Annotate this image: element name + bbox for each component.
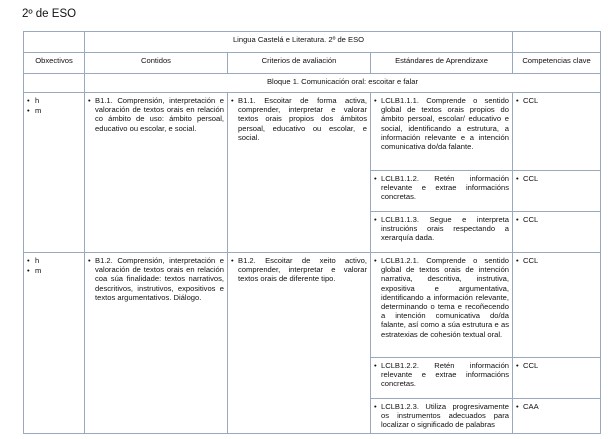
competence-cell: • CCL [513,212,601,253]
content-cell: • B1.1. Comprensión, interpretación e valoración de textos orais en relación co ámbito de uso: ámbito persoal, educativo ou escolar, e social. [85,93,228,253]
standard-text: LCLB1.1.3. Segue e interpreta instrucións orais respectando a xerarquía dada. [381,215,510,243]
competence-cell: • CCL [513,253,601,358]
column-header-row [24,53,601,74]
criterion-text: B1.1. Escoitar de forma activa, comprender, interpretar e valorar textos orais propios dos ámbitos persoal, educativo ou escolar, e social. [238,96,367,142]
table-row [24,253,601,358]
content-text: B1.2. Comprensión, interpretación e valoración de textos orais en relación coa súa finalidade: textos narrativos, descritivos, instrutivos, expositivos e textos argumentativos. Diálogo. [95,256,224,302]
standard-cell: • LCLB1.2.1. Comprende o sentido global de textos orais de intención narrativa, descritiva, instrutiva, expositiva e argumentativa, identificando a información relevante, determinando o tema e recoñecendo a intención comunicativa do/da falante, así como a súa estrutura e as estratexias de cohesión textual oral. [371,253,513,358]
standard-cell: • LCLB1.2.2. Retén información relevante e extrae informacións concretas. [371,358,513,399]
block-row [24,74,601,93]
competence-cell: • CCL [513,358,601,399]
competence-text: CCL [523,215,539,224]
standard-cell: • LCLB1.1.2. Retén información relevante e extrae informacións concretas. [371,171,513,212]
block-title: Bloque 1. Comunicación oral: escoitar e falar [85,74,601,93]
standard-cell: • LCLB1.1.1. Comprende o sentido global de textos orais propios do ámbito persoal, escolar/ educativo e social, identificando a estrutura, a información relevante e a intención comunicativa do/da falante. [371,93,513,171]
header-standards: Estándares de Aprendizaxe [371,53,513,74]
empty-header-cell [513,32,601,53]
standard-text: LCLB1.2.2. Retén información relevante e extrae informacións concretas. [381,361,510,389]
curriculum-table [23,31,601,434]
objectives-cell [24,93,85,253]
objective-item: • h [27,256,40,265]
standard-text: LCLB1.2.3. Utiliza progresivamente os instrumentos adecuados para localizar o significado de palabras [381,402,510,430]
competence-text: CAA [523,402,539,411]
objective-item: • h [27,96,40,105]
competence-text: CCL [523,361,539,370]
competence-cell: • CCL [513,93,601,171]
content-cell: • B1.2. Comprensión, interpretación e valoración de textos orais en relación coa súa finalidade: textos narrativos, descritivos, instrutivos, expositivos e textos argumentativos. Diálogo. [85,253,228,434]
standard-text: LCLB1.1.2. Retén información relevante e extrae informacións concretas. [381,174,510,202]
criterion-cell: • B1.1. Escoitar de forma activa, comprender, interpretar e valorar textos orais propios dos ámbitos persoal, educativo ou escolar, e social. [228,93,371,253]
subject-header-row [24,32,601,53]
competence-text: CCL [523,96,539,105]
subject-title: Lingua Castelá e Literatura. 2º de ESO [85,32,513,53]
criterion-cell: • B1.2. Escoitar de xeito activo, comprender, interpretar e valorar textos orais de diferente tipo. [228,253,371,434]
empty-header-cell [24,32,85,53]
header-competences: Competencias clave [513,53,601,74]
header-contents: Contidos [85,53,228,74]
objective-item: • m [27,266,42,276]
standard-text: LCLB1.1.1. Comprende o sentido global de textos orais propios do ámbito persoal, escolar/ educativo e social, identificando a estrutura, a información relevante e a intención comunicativa do/da falante. [381,96,510,152]
objectives-cell [24,253,85,434]
header-objectives: Obxectivos [24,53,85,74]
competence-cell: • CAA [513,399,601,434]
criterion-text: B1.2. Escoitar de xeito activo, comprender, interpretar e valorar textos orais de diferente tipo. [238,256,367,284]
header-criteria: Criterios de avaliación [228,53,371,74]
standard-cell: • LCLB1.2.3. Utiliza progresivamente os instrumentos adecuados para localizar o significado de palabras [371,399,513,434]
competence-text: CCL [523,256,539,265]
objective-item: • m [27,106,42,116]
empty-block-cell [24,74,85,93]
standard-text: LCLB1.2.1. Comprende o sentido global de textos orais de intención narrativa, descritiva, instrutiva, expositiva e argumentativa, identificando a información relevante, determinando o tema e recoñecendo a intención comunicativa do/da falante, así como a súa estrutura e as estratexias de cohesión textual oral. [381,256,510,339]
page-title: 2º de ESO [22,8,77,20]
competence-text: CCL [523,174,539,183]
competence-cell: • CCL [513,171,601,212]
standard-cell: • LCLB1.1.3. Segue e interpreta instrucións orais respectando a xerarquía dada. [371,212,513,253]
table-row [24,93,601,171]
content-text: B1.1. Comprensión, interpretación e valoración de textos orais en relación co ámbito de uso: ámbito persoal, educativo ou escolar, e social. [95,96,224,133]
